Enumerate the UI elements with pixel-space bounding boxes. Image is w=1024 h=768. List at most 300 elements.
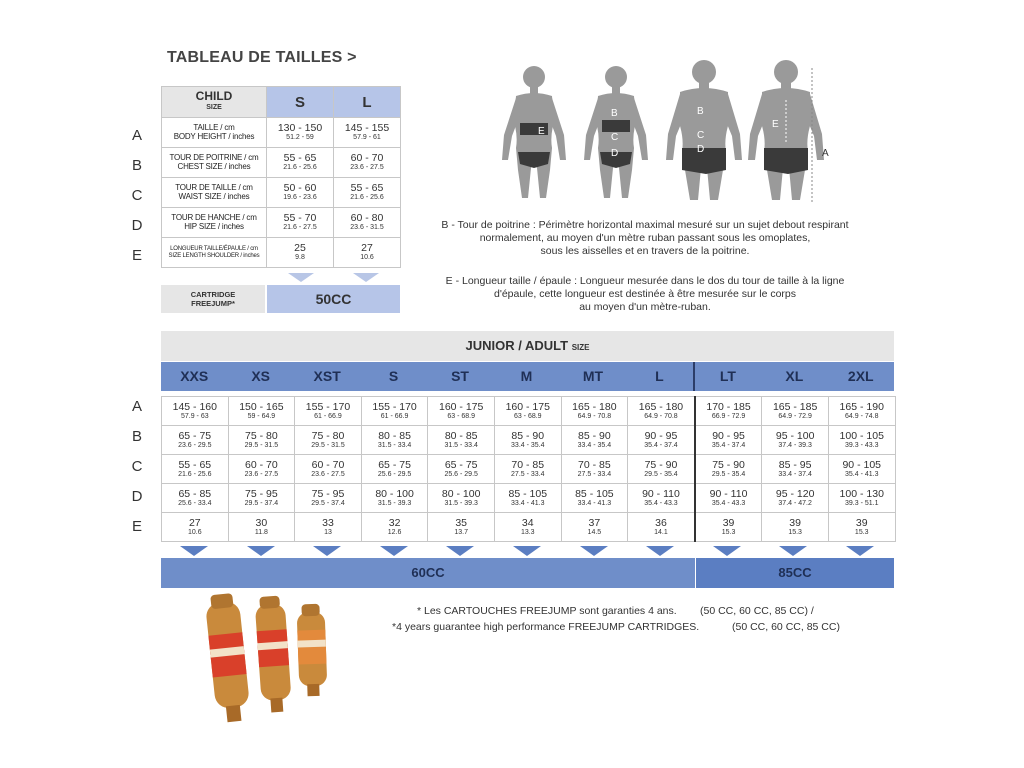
value-cm: 75 - 95 [245, 487, 278, 500]
child-header: CHILD [195, 89, 233, 103]
value-cm: 50 - 60 [283, 182, 317, 194]
note-en-text: *4 years guarantee high performance FREEJUMP CARTRIDGES. [392, 621, 700, 633]
value-inches: 23.6 - 27.5 [244, 470, 279, 478]
junior-value-cell [695, 397, 762, 426]
cartridges-image [196, 590, 346, 730]
value-inches: 31.5 - 39.3 [377, 499, 412, 507]
value-cm: 36 [655, 516, 667, 529]
value-cm: 155 - 170 [372, 400, 417, 413]
value-inches: 29.5 - 35.4 [711, 470, 746, 478]
junior-value-cell [762, 484, 829, 513]
value-cm: 85 - 105 [575, 487, 614, 500]
value-cm: 170 - 185 [706, 400, 751, 413]
junior-value-cell [561, 513, 628, 542]
value-inches: 21.6 - 25.6 [350, 194, 384, 201]
value-inches: 64.9 - 70.8 [577, 412, 612, 420]
child-value-cell [267, 238, 334, 268]
junior-value-cell [361, 397, 428, 426]
value-inches: 25.6 - 29.5 [444, 470, 478, 478]
value-inches: 31.5 - 33.4 [377, 441, 412, 449]
value-inches: 23.6 - 29.5 [178, 441, 212, 449]
junior-value-cell [561, 455, 628, 484]
value-cm: 70 - 85 [578, 458, 611, 471]
junior-value-cell [361, 426, 428, 455]
value-inches: 29.5 - 31.5 [244, 441, 279, 449]
junior-size-l: L [655, 368, 664, 384]
value-cm: 65 - 75 [444, 458, 478, 471]
value-cm: 90 - 110 [642, 487, 680, 500]
child-row-b [162, 148, 401, 178]
value-cm: 65 - 75 [378, 458, 411, 471]
chevron-down-icon [646, 546, 674, 556]
junior-row-letter: B [131, 428, 142, 445]
chevron-down-icon [779, 546, 807, 556]
junior-row-b [162, 426, 896, 455]
value-inches: 35.4 - 41.3 [845, 470, 879, 478]
junior-value-cell [361, 455, 428, 484]
value-inches: 37.4 - 47.2 [778, 499, 812, 507]
value-inches: 15.3 [854, 528, 869, 536]
chest-description [410, 219, 880, 258]
value-inches: 51.2 - 59 [286, 134, 314, 141]
fig-label-d2: D [697, 144, 705, 155]
value-inches: 14.1 [654, 528, 668, 536]
junior-size-xl: XL [785, 368, 804, 384]
value-cm: 100 - 105 [839, 429, 884, 442]
value-cm: 65 - 85 [178, 487, 212, 500]
junior-header-title: JUNIOR / ADULT [465, 338, 569, 353]
junior-row-letter: E [131, 518, 142, 535]
junior-value-cell [162, 484, 229, 513]
value-cm: 55 - 65 [178, 458, 212, 471]
junior-value-cell [695, 484, 762, 513]
junior-size-xxs: XXS [180, 368, 209, 384]
value-cm: 155 - 170 [305, 400, 351, 413]
junior-value-cell [162, 455, 229, 484]
chevron-down-icon [180, 546, 208, 556]
child-value-cell [334, 118, 401, 148]
child-row-e [162, 238, 401, 268]
value-inches: 33.4 - 35.4 [511, 441, 545, 449]
fig-label-d1: D [611, 148, 619, 159]
junior-value-cell [762, 426, 829, 455]
junior-value-cell [628, 513, 695, 542]
label-en: BODY HEIGHT / inches [173, 131, 255, 141]
fig-label-e1: E [538, 126, 545, 137]
junior-value-cell [762, 455, 829, 484]
junior-size-2xl: 2XL [847, 368, 874, 384]
value-inches: 35.4 - 37.4 [644, 441, 678, 449]
page-title: TABLEAU DE TAILLES > [167, 49, 357, 66]
junior-row-letter: C [131, 458, 143, 475]
fig-label-a: A [822, 148, 829, 159]
junior-value-cell [628, 455, 695, 484]
value-cm: 70 - 85 [511, 458, 545, 471]
value-inches: 64.9 - 72.9 [778, 412, 812, 420]
child-row-label [162, 178, 267, 208]
length-description [410, 275, 880, 314]
value-cm: 145 - 160 [172, 400, 217, 413]
value-inches: 29.5 - 35.4 [644, 470, 678, 478]
value-inches: 19.6 - 23.6 [283, 194, 317, 201]
value-inches: 61 - 66.9 [380, 412, 409, 420]
child-row-label [162, 238, 267, 268]
junior-value-cell [162, 513, 229, 542]
value-inches: 25.6 - 33.4 [178, 499, 212, 507]
chevron-down-icon [380, 546, 408, 556]
value-cm: 75 - 90 [644, 458, 678, 471]
junior-value-cell [494, 455, 561, 484]
chevron-down-icon [513, 546, 541, 556]
value-cm: 90 - 95 [644, 429, 678, 442]
child-value-cell [334, 238, 401, 268]
child-value-cell [267, 148, 334, 178]
child-row-label [162, 148, 267, 178]
cartridge-small [296, 604, 327, 697]
child-row-letter: C [131, 187, 143, 204]
value-inches: 13.3 [520, 528, 535, 536]
value-cm: 85 - 95 [778, 458, 812, 471]
child-row-letter: A [131, 127, 142, 144]
junior-value-cell [228, 426, 295, 455]
value-inches: 15.3 [721, 528, 736, 536]
junior-value-cell [361, 513, 428, 542]
chevron-down-icon [288, 273, 314, 282]
chest-desc-line2: normalement, au moyen d'un mètre ruban passant sous les omoplates, [479, 232, 811, 244]
value-cm: 145 - 155 [344, 122, 390, 134]
value-cm: 55 - 65 [283, 152, 317, 164]
value-cm: 85 - 90 [578, 429, 611, 442]
label-fr: TOUR DE HANCHE / cm [171, 213, 257, 222]
child-row-a [162, 118, 401, 148]
value-inches: 31.5 - 33.4 [444, 441, 478, 449]
value-inches: 39.3 - 51.1 [845, 499, 879, 507]
value-cm: 80 - 85 [444, 429, 478, 442]
cartridge-label-line1: CARTRIDGE [190, 290, 236, 299]
value-inches: 64.9 - 70.8 [644, 412, 678, 420]
junior-adult-header [161, 331, 894, 361]
junior-value-cell [428, 455, 495, 484]
junior-value-cell [228, 397, 295, 426]
value-cm: 60 - 80 [350, 212, 384, 224]
fig-label-c2: C [697, 130, 705, 141]
value-inches: 13 [324, 528, 332, 536]
junior-value-cell [494, 484, 561, 513]
value-cm: 33 [322, 516, 334, 529]
value-cm: 35 [455, 516, 468, 529]
value-cm: 37 [588, 516, 601, 529]
value-cm: 55 - 65 [350, 182, 384, 194]
value-inches: 21.6 - 25.6 [178, 470, 212, 478]
junior-size-lt: LT [693, 362, 761, 391]
label-fr: TAILLE / cm [193, 123, 235, 132]
cartridge-large [204, 592, 251, 723]
junior-size-s: S [388, 368, 399, 384]
value-cm: 130 - 150 [277, 122, 323, 134]
junior-row-letter: D [131, 488, 143, 505]
value-cm: 39 [789, 516, 801, 529]
value-cm: 75 - 80 [311, 429, 345, 442]
junior-value-cell [428, 484, 495, 513]
junior-value-cell [628, 484, 695, 513]
junior-size-xst: XST [313, 368, 341, 384]
value-inches: 11.8 [254, 528, 268, 536]
junior-value-cell [162, 397, 229, 426]
junior-value-cell [695, 455, 762, 484]
junior-value-cell [695, 426, 762, 455]
child-header-cell [162, 87, 267, 118]
value-inches: 10.6 [187, 528, 202, 536]
label-en: CHEST SIZE / inches [177, 161, 251, 171]
value-cm: 165 - 190 [839, 400, 884, 413]
junior-value-cell [762, 397, 829, 426]
junior-row-a [162, 397, 896, 426]
child-row-letter: D [131, 217, 143, 234]
junior-size-row [161, 362, 894, 391]
label-en: SIZE LENGTH SHOULDER / inches [168, 252, 260, 259]
value-inches: 63 - 68.9 [513, 412, 542, 420]
junior-value-cell [295, 513, 362, 542]
value-cm: 90 - 105 [842, 458, 881, 471]
junior-value-cell [295, 455, 362, 484]
guarantee-note-fr-cc: (50 CC, 60 CC, 85 CC) / [700, 605, 814, 617]
value-inches: 57.9 - 61 [353, 134, 381, 141]
junior-size-m: M [520, 368, 533, 384]
junior-value-cell [228, 455, 295, 484]
child-cartridge-label [161, 285, 265, 313]
junior-value-cell [228, 513, 295, 542]
value-inches: 12.6 [387, 528, 402, 536]
junior-value-cell [494, 397, 561, 426]
junior-value-cell [162, 426, 229, 455]
value-cm: 27 [188, 516, 201, 529]
chevron-down-icon [353, 273, 379, 282]
junior-value-cell [295, 397, 362, 426]
junior-value-cell [828, 455, 895, 484]
value-inches: 39.3 - 43.3 [845, 441, 879, 449]
value-inches: 13.7 [454, 528, 468, 536]
body-figures-illustration [490, 60, 850, 220]
child-value-cell [267, 208, 334, 238]
value-inches: 35.4 - 37.4 [711, 441, 746, 449]
junior-row-d [162, 484, 896, 513]
junior-value-cell [561, 397, 628, 426]
value-inches: 23.6 - 31.5 [350, 224, 384, 231]
junior-size-st: ST [451, 368, 469, 384]
value-inches: 23.6 - 27.5 [311, 470, 345, 478]
length-desc-line1: E - Longueur taille / épaule : Longueur mesurée dans le dos du tour de taille à la ligne [445, 275, 845, 287]
value-inches: 66.9 - 72.9 [711, 412, 746, 420]
label-fr: LONGUEUR TAILLE/ÉPAULE / cm [170, 246, 258, 252]
value-cm: 75 - 90 [712, 458, 745, 471]
value-cm: 95 - 120 [775, 487, 815, 500]
value-cm: 80 - 100 [375, 487, 414, 500]
fig-label-c1: C [611, 132, 619, 143]
junior-size-table [161, 396, 896, 542]
junior-value-cell [494, 426, 561, 455]
junior-value-cell [428, 513, 495, 542]
child-row-label [162, 118, 267, 148]
junior-row-c [162, 455, 896, 484]
value-cm: 165 - 180 [638, 400, 684, 413]
value-inches: 29.5 - 31.5 [311, 441, 345, 449]
value-cm: 60 - 70 [245, 458, 278, 471]
junior-value-cell [228, 484, 295, 513]
junior-value-cell [295, 484, 362, 513]
value-cm: 39 [855, 516, 868, 529]
cartridge-60cc-bar: 60CC [161, 558, 695, 588]
child-row-letter: E [131, 247, 142, 264]
child-value-cell [267, 118, 334, 148]
value-inches: 27.5 - 33.4 [511, 470, 545, 478]
length-desc-line2: d'épaule, cette longueur est destinée à être mesurée sur le corps [493, 288, 797, 300]
label-fr: TOUR DE POITRINE / cm [169, 153, 259, 162]
value-cm: 80 - 85 [378, 429, 411, 442]
junior-size-xs: XS [251, 368, 271, 384]
value-cm: 75 - 80 [245, 429, 278, 442]
junior-value-cell [828, 397, 895, 426]
value-cm: 90 - 110 [709, 487, 748, 500]
value-inches: 27.5 - 33.4 [577, 470, 612, 478]
value-cm: 65 - 75 [178, 429, 212, 442]
guarantee-note-fr [417, 605, 677, 617]
child-size-table [161, 86, 401, 268]
value-inches: 25.6 - 29.5 [377, 470, 412, 478]
value-inches: 14.5 [587, 528, 602, 536]
value-cm: 34 [521, 516, 534, 529]
label-en: HIP SIZE / inches [184, 221, 244, 231]
junior-value-cell [561, 484, 628, 513]
value-cm: 80 - 100 [441, 487, 481, 500]
value-inches: 33.4 - 37.4 [778, 470, 812, 478]
value-cm: 160 - 175 [505, 400, 550, 413]
child-value-cell [334, 148, 401, 178]
value-inches: 33.4 - 41.3 [577, 499, 612, 507]
label-en: WAIST SIZE / inches [178, 191, 250, 201]
chevron-down-icon [580, 546, 608, 556]
cartridge-label-line2: FREEJUMP* [191, 299, 235, 308]
value-cm: 150 - 165 [239, 400, 284, 413]
value-cm: 85 - 90 [511, 429, 545, 442]
junior-value-cell [428, 426, 495, 455]
value-cm: 95 - 100 [775, 429, 815, 442]
value-cm: 165 - 180 [572, 400, 617, 413]
child-value-cell [267, 178, 334, 208]
fig-label-e2: E [772, 119, 779, 130]
junior-row-e [162, 513, 896, 542]
junior-header-sub: SIZE [571, 343, 590, 352]
value-cm: 75 - 95 [311, 487, 345, 500]
value-inches: 29.5 - 37.4 [244, 499, 279, 507]
value-inches: 10.6 [360, 254, 374, 261]
value-inches: 21.6 - 27.5 [283, 224, 317, 231]
junior-value-cell [828, 426, 895, 455]
value-cm: 85 - 105 [508, 487, 548, 500]
value-inches: 21.6 - 25.6 [283, 164, 317, 171]
child-value-cell [334, 208, 401, 238]
child-row-label [162, 208, 267, 238]
value-inches: 33.4 - 41.3 [511, 499, 545, 507]
child-size-l: L [334, 87, 401, 118]
chest-desc-line3: sous les aisselles et en travers de la poitrine. [540, 245, 750, 257]
value-cm: 25 [294, 242, 306, 254]
chevron-down-icon [247, 546, 275, 556]
value-cm: 39 [722, 516, 735, 529]
fig-label-b1: B [611, 108, 618, 119]
child-row-d [162, 208, 401, 238]
value-inches: 64.9 - 74.8 [845, 412, 879, 420]
value-cm: 30 [255, 516, 268, 529]
label-fr: TOUR DE TAILLE / cm [175, 183, 253, 192]
junior-value-cell [628, 397, 695, 426]
value-inches: 31.5 - 39.3 [444, 499, 478, 507]
value-cm: 100 - 130 [839, 487, 884, 500]
fig-label-b2: B [697, 106, 704, 117]
junior-value-cell [828, 513, 895, 542]
value-inches: 35.4 - 43.3 [711, 499, 746, 507]
value-inches: 59 - 64.9 [247, 412, 276, 420]
junior-size-mt: MT [582, 368, 604, 384]
junior-value-cell [295, 426, 362, 455]
value-inches: 15.3 [788, 528, 802, 536]
value-cm: 60 - 70 [350, 152, 384, 164]
value-inches: 57.9 - 63 [180, 412, 209, 420]
value-inches: 35.4 - 43.3 [644, 499, 678, 507]
value-cm: 165 - 185 [772, 400, 818, 413]
length-desc-line3: au moyen d'un mètre-ruban. [579, 301, 711, 313]
cartridge-medium [254, 595, 292, 713]
junior-value-cell [494, 513, 561, 542]
chevron-down-icon [313, 546, 341, 556]
value-inches: 63 - 68.9 [447, 412, 475, 420]
chest-desc-line1: B - Tour de poitrine : Périmètre horizontal maximal mesuré sur un sujet debout respirant [441, 219, 849, 231]
value-cm: 90 - 95 [712, 429, 745, 442]
chevron-down-icon [713, 546, 741, 556]
value-cm: 27 [361, 242, 373, 254]
junior-value-cell [762, 513, 829, 542]
value-cm: 32 [388, 516, 401, 529]
junior-value-cell [561, 426, 628, 455]
value-inches: 61 - 66.9 [314, 412, 342, 420]
junior-value-cell [428, 397, 495, 426]
child-value-cell [334, 178, 401, 208]
value-inches: 29.5 - 37.4 [311, 499, 345, 507]
child-row-c [162, 178, 401, 208]
value-inches: 37.4 - 39.3 [778, 441, 812, 449]
junior-row-letter: A [131, 398, 142, 415]
note-fr-text: * Les CARTOUCHES FREEJUMP sont garanties 4 ans. [417, 605, 677, 617]
junior-value-cell [361, 484, 428, 513]
value-inches: 9.8 [295, 254, 305, 261]
junior-value-cell [695, 513, 762, 542]
chevron-down-icon [846, 546, 874, 556]
child-row-letter: B [131, 157, 142, 174]
chevron-down-icon [446, 546, 474, 556]
value-cm: 55 - 70 [283, 212, 317, 224]
junior-value-cell [628, 426, 695, 455]
cartridge-85cc-bar: 85CC [696, 558, 894, 588]
guarantee-note-en [392, 621, 699, 633]
value-inches: 33.4 - 35.4 [577, 441, 612, 449]
guarantee-note-en-cc: (50 CC, 60 CC, 85 CC) [732, 621, 840, 633]
value-cm: 60 - 70 [311, 458, 345, 471]
value-inches: 23.6 - 27.5 [350, 164, 384, 171]
child-size-s: S [267, 87, 334, 118]
junior-value-cell [828, 484, 895, 513]
value-cm: 160 - 175 [438, 400, 484, 413]
child-cartridge-value: 50CC [267, 285, 400, 313]
child-header-sub: SIZE [206, 104, 222, 111]
